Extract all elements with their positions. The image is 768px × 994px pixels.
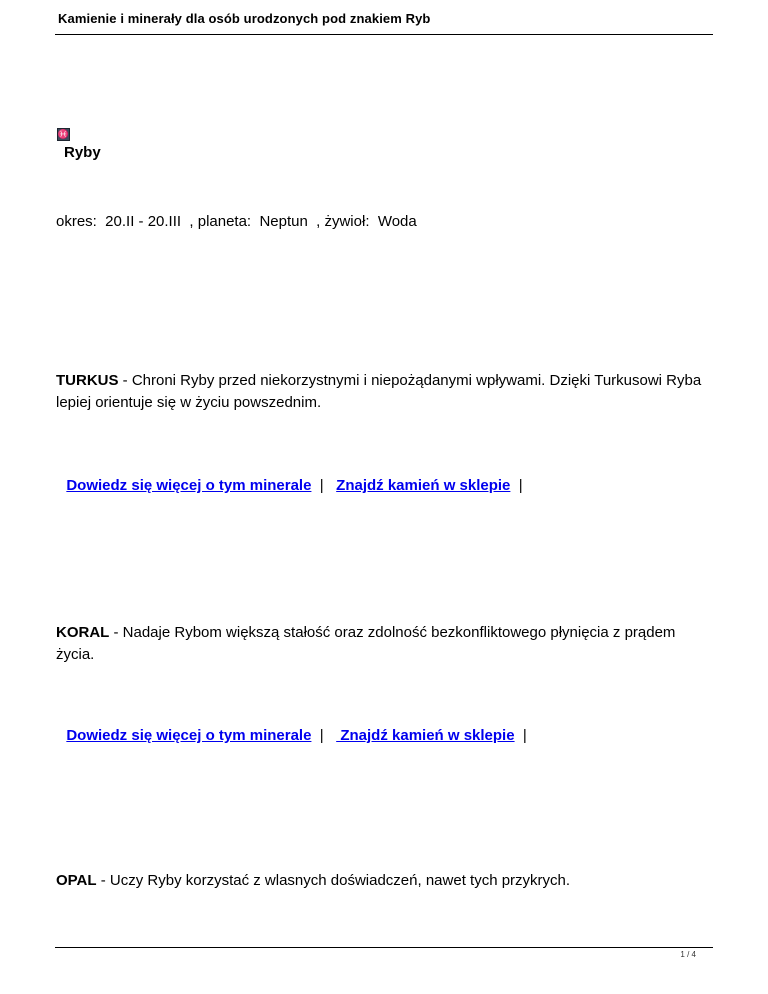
stone-turkus [56, 370, 706, 414]
stone-description: - Uczy Ryby korzystać z wlasnych doświadczeń, nawet tych przykrych. [96, 872, 571, 889]
shop-link[interactable]: Znajdź kamień w sklepie [336, 477, 511, 494]
footer-divider [55, 947, 713, 948]
stone-links-turkus [58, 460, 523, 494]
stone-name: TURKUS [56, 372, 119, 389]
stone-description: - Nadaje Rybom większą stałość oraz zdolność bezkonfliktowego płynięcia z prądem życia. [56, 624, 676, 663]
learn-more-link[interactable]: Dowiedz się więcej o tym minerale [66, 477, 312, 494]
stone-name: KORAL [56, 624, 110, 641]
header-divider [55, 34, 713, 35]
stone-description: - Chroni Ryby przed niekorzystnymi i niepożądanymi wpływami. Dzięki Turkusowi Ryba lepiej orientuje się w życiu powszednim. [56, 372, 702, 411]
page-header-title: Kamienie i minerały dla osób urodzonych pod znakiem Ryb [58, 11, 431, 26]
pisces-icon: ♓ [57, 129, 70, 139]
page-number: 1 / 4 [680, 950, 696, 959]
link-separator: | [311, 727, 337, 744]
link-separator: | [311, 477, 337, 494]
sign-name: Ryby [64, 144, 101, 161]
stone-opal [56, 870, 706, 892]
link-separator: | [510, 477, 523, 494]
stone-koral [56, 622, 706, 666]
stone-links-koral [58, 710, 527, 744]
shop-link[interactable]: Znajdź kamień w sklepie [336, 727, 515, 744]
sign-info-line: okres: 20.II - 20.III , planeta: Neptun , żywioł: Woda [56, 213, 417, 230]
link-separator: | [514, 727, 527, 744]
stone-name: OPAL [56, 872, 97, 889]
learn-more-link[interactable]: Dowiedz się więcej o tym minerale [66, 727, 312, 744]
